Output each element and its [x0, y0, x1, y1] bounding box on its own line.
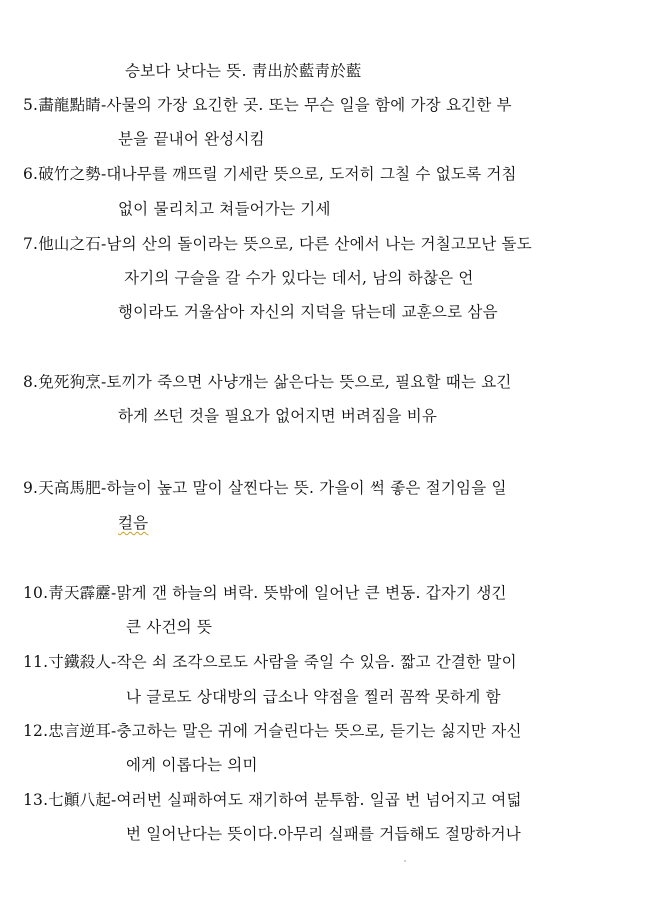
text-line-16: 나 글로도 상대방의 급소나 약점을 찔러 꼼짝 못하게 함 — [126, 688, 501, 706]
text-line-18: 에게 이롭다는 의미 — [126, 756, 258, 774]
speck-mark — [404, 860, 406, 862]
text-line-8: 행이라도 거울삼아 자신의 지덕을 닦는데 교훈으로 삼음 — [118, 303, 498, 321]
text-line-5: 없이 물리치고 쳐들어가는 기세 — [118, 200, 331, 218]
text-line-13: 10.靑天霹靂-맑게 갠 하늘의 벼락. 뜻밖에 일어난 큰 변동. 갑자기 생긴 — [23, 584, 507, 602]
text-line-10: 하게 쓰던 것을 필요가 없어지면 버려짐을 비유 — [118, 407, 438, 425]
text-line-12: 컬음 — [118, 514, 149, 532]
text-line-6: 7.他山之石-남의 산의 돌이라는 뜻으로, 다른 산에서 나는 거칠고모난 돌도 — [23, 235, 532, 253]
text-line-14: 큰 사건의 뜻 — [126, 618, 213, 636]
text-line-3: 분을 끝내어 완성시킴 — [118, 130, 265, 148]
text-line-1: 승보다 낫다는 뜻. 靑出於藍靑於藍 — [125, 62, 362, 80]
text-line-15: 11.寸鐵殺人-작은 쇠 조각으로도 사람을 죽일 수 있음. 짧고 간결한 말이 — [23, 653, 517, 671]
text-line-17: 12.忠言逆耳-충고하는 말은 귀에 거슬린다는 뜻으로, 듣기는 싫지만 자신 — [23, 722, 522, 740]
entry-5-text: 5.畵龍點睛-사물의 가장 요긴한 곳. 또는 무슨 일을 함에 가장 요긴한 부 — [23, 96, 512, 114]
text-line-20: 번 일어난다는 뜻이다.아무리 실패를 거듭해도 절망하거나 — [126, 825, 521, 843]
text-line-7: 자기의 구슬을 갈 수가 있다는 데서, 남의 하찮은 언 — [124, 269, 474, 287]
text-line-19: 13.七顚八起-여러번 실패하여도 재기하여 분투함. 일곱 번 넘어지고 여덟 — [23, 791, 522, 809]
text-line-4: 6.破竹之勢-대나무를 깨뜨릴 기세란 뜻으로, 도저히 그칠 수 없도록 거침 — [23, 165, 517, 183]
text-line-2 — [23, 95, 590, 115]
text-line-9: 8.免死狗烹-토끼가 죽으면 사냥개는 삶은다는 뜻으로, 필요할 때는 요긴 — [23, 373, 512, 391]
text-line-11: 9.天高馬肥-하늘이 높고 말이 살찐다는 뜻. 가을이 썩 좋은 절기임을 일 — [23, 479, 507, 497]
